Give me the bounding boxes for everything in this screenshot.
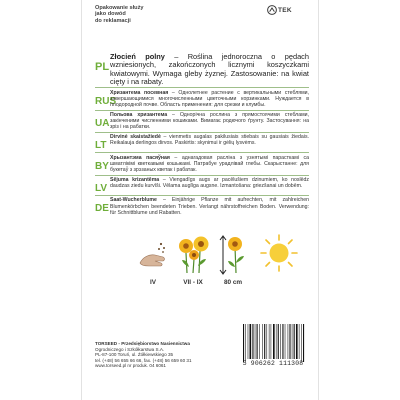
barcode-bar	[303, 324, 304, 362]
description-body: – vienmetis augalas pakilusiais stiebais su gausiais žiedais. Reikalauja derlingos dirvos. Paskirtis: skynimui ir gėlių lysvėms.	[110, 133, 309, 147]
publisher-line: www.torseed.pl nr produk. 04 6061	[95, 363, 166, 369]
language-code: LT	[95, 139, 107, 151]
brand-mark-icon	[267, 5, 277, 15]
language-code: PL	[95, 61, 110, 74]
description-ua	[95, 110, 309, 132]
plant-height-icon	[217, 233, 249, 273]
barcode-bar	[282, 324, 283, 359]
description-body: – Viengadīgs augs ar pacēlušiem dzinumiem, ko noslēdz daudzas ziedu kurvīši. Vēlama auglīga augsne. Izmantošana: griezšanai un dobēm.	[110, 176, 310, 189]
description-text	[110, 90, 309, 109]
description-body: – Однорічна рослина з прямостоячими стеблами, закінченими численними кошиками. Вимагає родючого ґрунту. Застосування: на зріз і на рабатки.	[110, 111, 310, 131]
description-text	[110, 155, 309, 174]
barcode-bar	[289, 324, 290, 359]
brand-logo	[267, 5, 292, 15]
sun-icon	[259, 233, 299, 273]
growing-info-icons	[137, 233, 305, 309]
language-code: LV	[95, 182, 108, 194]
barcode-bar	[243, 324, 244, 362]
language-code: UA	[95, 117, 110, 129]
plant-name: Хрызантэма пасяўная	[110, 154, 170, 161]
descriptions-list	[95, 52, 309, 217]
plant-name: Złocień polny	[110, 52, 165, 62]
description-de	[95, 195, 309, 217]
barcode-bar	[280, 324, 281, 359]
description-body: – Roślina jednoroczna o pędach wzniesionych, zakończonych licznymi koszyczkami kwiatowymi. Wymaga gleby żyznej. Zastosowanie: na kwiat cięty i na rabaty.	[110, 52, 309, 86]
description-rus	[95, 87, 309, 109]
barcode-bar	[296, 324, 298, 359]
note-line: do reklamacji	[95, 17, 131, 24]
sowing-time-label: IV	[149, 279, 157, 286]
barcode-bar	[292, 324, 293, 359]
plant-name: Saat-Wucherblume	[110, 197, 157, 204]
description-body: – Einjährige Pflanze mit aufrechten, mit zahlreichen Blumenkörbchen beendeten Trieben. Verlangt nährstoffreichen Boden. Verwendung: für Schnittblume und Rabatten.	[110, 197, 309, 216]
barcode-bar	[288, 324, 289, 359]
complaint-note	[95, 5, 155, 24]
barcode-bar	[252, 324, 253, 359]
barcode-bar	[245, 324, 246, 362]
barcode-bar	[301, 324, 302, 362]
sowing-hand-icon	[137, 233, 169, 273]
publisher-line: TORSEED - Przedsiębiorstwo Nasiennictwa	[95, 341, 190, 346]
barcode-bar	[259, 324, 260, 359]
plant-height-label: 80 cm	[223, 279, 243, 286]
description-body: – аднагадовая расліна з узнятымі парасткамі са шматлікімі кветкавымі кошыкамі. Патрабуе урадлівай глебы. Скарыстанне: для букетаў з зрэзаных кветак і рабатак.	[110, 154, 309, 173]
barcode	[241, 324, 305, 364]
description-lv	[95, 175, 309, 196]
plant-name: Sējuma krizantēma	[110, 176, 160, 183]
barcode-bar	[273, 324, 275, 359]
barcode-digits: 5 906262 111308	[242, 360, 304, 367]
language-code: DE	[95, 203, 109, 215]
publisher-line: PL-87-100 Toruń, ul. Żółkiewskiego 35	[95, 352, 174, 358]
barcode-bar	[269, 324, 270, 359]
brand-logo-text: TEK	[278, 6, 292, 14]
barcode-bar	[271, 324, 272, 359]
flowers-icon	[177, 233, 209, 273]
description-pl	[95, 52, 309, 87]
description-lt	[95, 132, 309, 153]
barcode-bar	[299, 324, 300, 359]
barcode-bar	[257, 324, 258, 359]
barcode-bar	[255, 324, 256, 359]
language-code: RUS	[95, 95, 117, 107]
barcode-bar	[250, 324, 252, 359]
note-line: Opakowanie służy	[95, 5, 144, 11]
barcode-bar	[278, 324, 279, 359]
description-text	[110, 134, 309, 146]
barcode-bar	[294, 324, 295, 359]
barcode-bar	[276, 324, 277, 359]
barcode-bar	[267, 324, 268, 359]
packet-content	[89, 0, 313, 400]
description-text	[110, 177, 309, 189]
publisher-line: tel. (+48) 56 655 66 66, fax. (+48) 56 659 60 31	[95, 357, 192, 363]
language-code: BY	[95, 160, 109, 172]
barcode-bar	[264, 324, 265, 359]
barcode-bar	[285, 324, 286, 359]
plant-name: Польова хризантема	[110, 111, 168, 118]
description-text	[110, 197, 309, 216]
barcode-bars	[241, 324, 305, 362]
barcode-bar	[248, 324, 249, 359]
publisher-info	[95, 341, 205, 369]
plant-name: Хризантема посевная	[110, 89, 169, 96]
note-line: jako dowód	[95, 11, 126, 18]
plant-name: Dirvinė skaistažiedė	[110, 133, 161, 140]
description-text	[110, 112, 309, 131]
publisher-line: Ogrodniczego i Szkółkarstwa S.A.	[95, 346, 165, 352]
description-body: – Однолетнее растение с вертикальными стеблями, завершающимися многочисленными цветочными корзинками. Нуждается в плодородной почве. Область применения: для срезки и клумбы.	[110, 89, 309, 108]
description-text	[110, 53, 309, 86]
barcode-bar	[262, 324, 263, 359]
description-by	[95, 152, 309, 174]
flowering-time-label: VII - IX	[183, 279, 203, 286]
